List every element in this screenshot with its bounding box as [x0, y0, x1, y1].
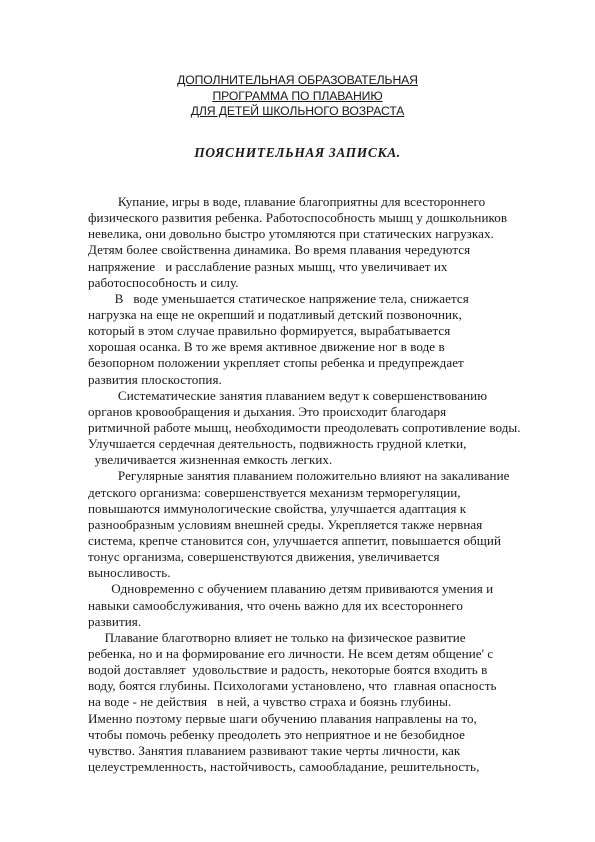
body-text-line: Купание, игры в воде, плавание благоприятны для всестороннего — [88, 194, 486, 209]
body-text-line: Регулярные занятия плаванием положительно влияют на закаливание — [88, 468, 510, 484]
title-line: ДОПОЛНИТЕЛЬНАЯ ОБРАЗОВАТЕЛЬНАЯ — [177, 73, 418, 87]
body-text-line: напряжение и расслабление разных мышц, что увеличивает их — [88, 258, 448, 274]
body-text-line: ребенка, но и на формирование его личности. Не всем детям общение' с — [88, 645, 494, 661]
body-text-line: водой доставляет удовольствие и радость, некоторые боятся входить в — [88, 662, 488, 678]
body-text-line: Улучшается сердечная деятельность, подвижность грудной клетки, — [88, 436, 467, 452]
body-text-line: развития плоскостопия. — [88, 371, 222, 387]
title-line: ДЛЯ ДЕТЕЙ ШКОЛЬНОГО ВОЗРАСТА — [190, 104, 405, 118]
document-title — [0, 73, 595, 120]
body-text-line: физического развития ребенка. Работоспособность мышц у дошкольников — [88, 210, 508, 226]
body-text-line: чтобы помочь ребенку преодолеть это неприятное и не безобидное — [88, 726, 465, 742]
body-text-line: система, крепче становится сон, улучшается аппетит, повышается общий — [88, 532, 502, 548]
body-text-line: на воде - не действия в ней, а чувство страха и боязнь глубины. — [88, 694, 452, 710]
body-text-line: выносливость. — [88, 565, 171, 581]
title-line: ПРОГРАММА ПО ПЛАВАНИЮ — [212, 88, 383, 103]
body-text-line: целеустремленность, настойчивость, самообладание, решительность, — [88, 758, 480, 774]
body-text-line: В воде уменьшается статическое напряжение тела, снижается — [88, 290, 469, 306]
body-text-line: Именно поэтому первые шаги обучению плавания направлены на то, — [88, 710, 477, 726]
body-text-line: хорошая осанка. В то же время активное движение ног в воде в — [88, 339, 445, 355]
body-text-line: который в этом случае правильно формируется, вырабатывается — [88, 323, 451, 339]
body-text-line: развития. — [88, 613, 142, 629]
body-text-line: повышаются иммунологические свойства, улучшается адаптация к — [88, 500, 467, 516]
body-text-line: органов кровообращения и дыхания. Это происходит благодаря — [88, 403, 447, 419]
body-text-line: Одновременно с обучением плаванию детям прививаются умения и — [88, 581, 494, 597]
body-text-line: навыки самообслуживания, что очень важно для их всестороннего — [88, 597, 463, 613]
body-text-line: безопорном положении укрепляет стопы ребенка и предупреждает — [88, 355, 464, 371]
body-text-line: детского организма: совершенствуется механизм терморегуляции, — [88, 484, 461, 500]
body-text-line: чувство. Занятия плаванием развивают такие черты личности, как — [88, 742, 461, 758]
body-text-line: разнообразным условиям внешней среды. Укрепляется также нервная — [88, 516, 483, 532]
document-body — [88, 194, 558, 775]
body-text-line: Систематические занятия плаванием ведут к совершенствованию — [88, 387, 488, 403]
body-text-line: Плавание благотворно влияет не только на физическое развитие — [88, 629, 466, 645]
body-text-line: работоспособность и силу. — [88, 274, 239, 290]
body-text-line: ритмичной работе мышц, необходимости преодолевать сопротивление воды. — [88, 419, 521, 435]
body-text-line: нагрузка на еще не окрепший и податливый детский позвоночник, — [88, 306, 462, 322]
body-text-line: увеличивается жизненная емкость легких. — [88, 452, 333, 468]
body-text-line: Детям более свойственна динамика. Во время плавания чередуются — [88, 242, 471, 258]
body-text-line: невелика, они довольно быстро утомляются при статических нагрузках. — [88, 226, 494, 242]
document-subtitle: ПОЯСНИТЕЛЬНАЯ ЗАПИСКА. — [194, 145, 401, 160]
body-text-line: воду, боятся глубины. Психологами установлено, что главная опасность — [88, 678, 497, 694]
body-text-line: тонус организма, совершенствуются движения, увеличивается — [88, 549, 440, 565]
